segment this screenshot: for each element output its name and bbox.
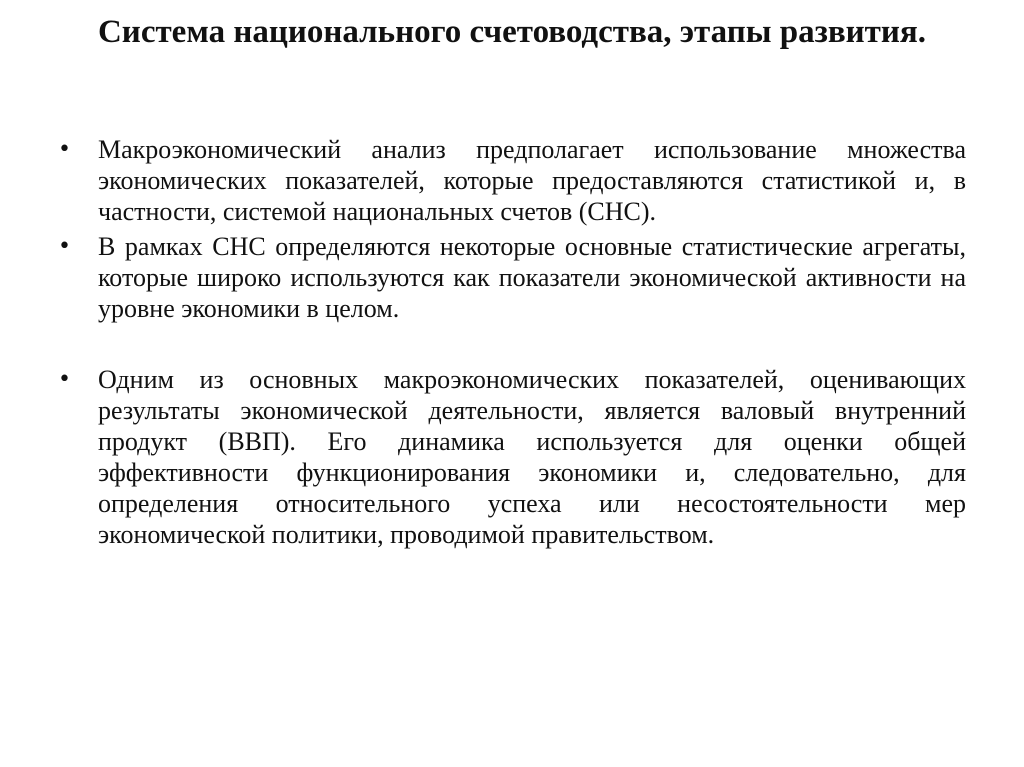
bullet-text: Макроэкономический анализ предполагает использование множества экономических показателей, которые предоставляются статистикой и, в частности, системой национальных счетов (СНС).	[98, 135, 966, 226]
bullet-icon: •	[58, 137, 71, 162]
slide-title: Система национального счетоводства, этапы развития.	[97, 14, 927, 50]
bullet-icon: •	[58, 234, 71, 259]
bullet-list	[58, 134, 966, 550]
bullet-text: Одним из основных макроэкономических показателей, оценивающих результаты экономической деятельности, является валовый внутренний продукт (ВВП). Его динамика используется для оценки общей эффективности функционирования экономики и, следовательно, для определения относительного успеха или несостоятельности мер экономической политики, проводимой правительством.	[98, 365, 966, 549]
bullet-item	[58, 134, 966, 227]
bullet-item	[58, 231, 966, 324]
bullet-item	[58, 364, 966, 550]
bullet-icon: •	[58, 367, 71, 392]
bullet-text: В рамках СНС определяются некоторые основные статистические агрегаты, которые широко используются как показатели экономической активности на уровне экономики в целом.	[98, 232, 966, 323]
